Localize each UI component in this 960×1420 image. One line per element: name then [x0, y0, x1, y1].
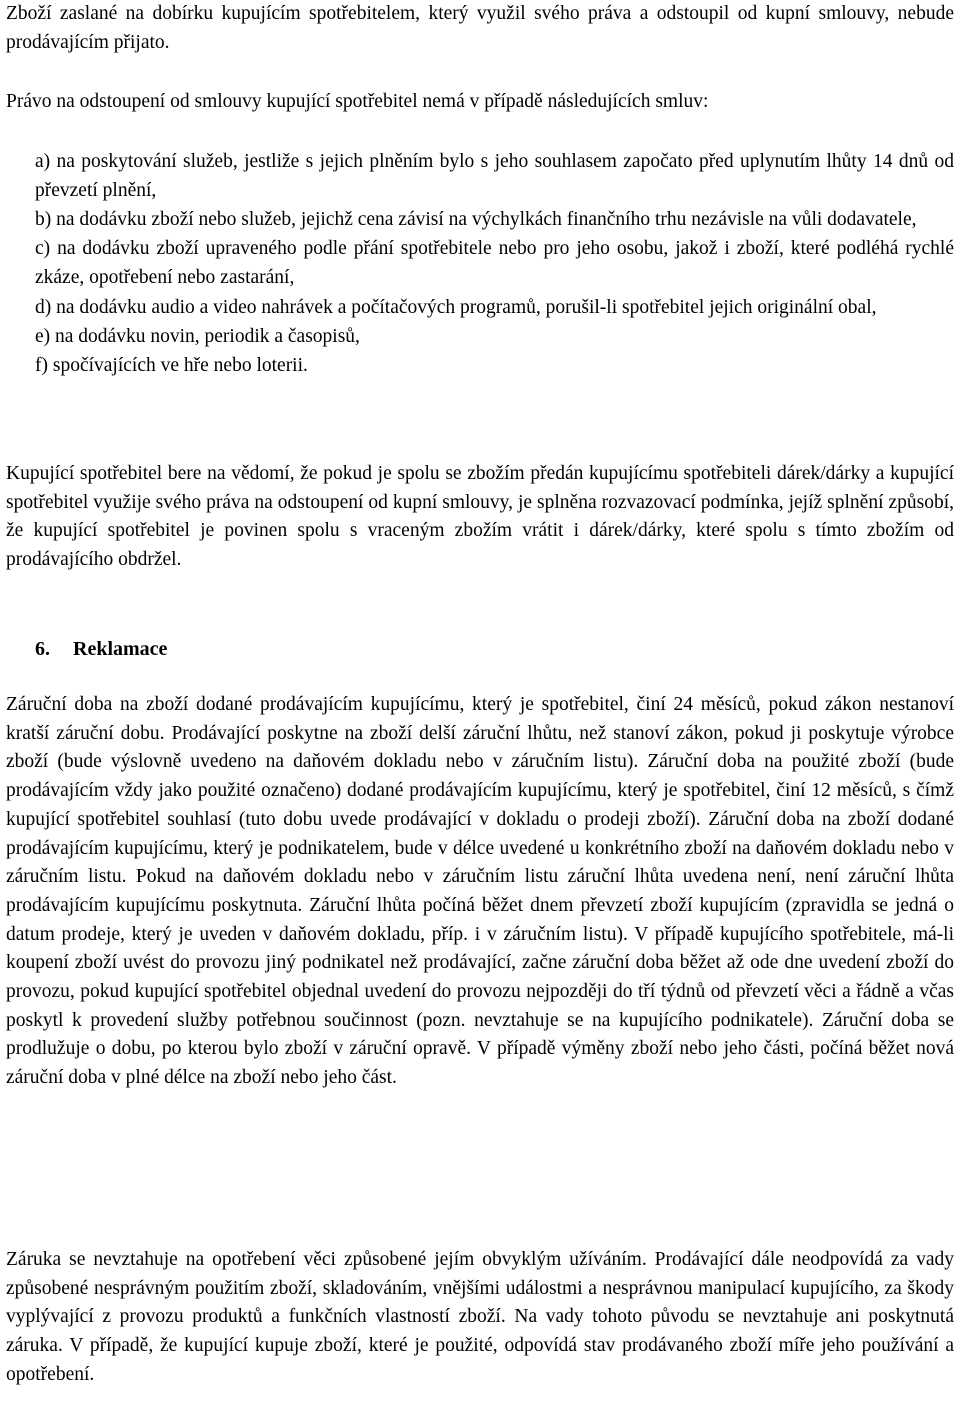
list-item: b) na dodávku zboží nebo služeb, jejichž cena závisí na výchylkách finančního trhu nezávisle na vůli dodavatele,	[35, 209, 917, 230]
list-item: e) na dodávku novin, periodik a časopisů,	[35, 325, 360, 347]
paragraph-warranty-period: Záruční doba na zboží dodané prodávajícím kupujícímu, který je spotřebitel, činí 24 měsíců, pokud zákon nestanoví kratší záruční dobu. Prodávající poskytne na zboží delší záruční lhůtu, než stanoví zákon, pokud ji poskytuje výrobce zboží (bude výslovně uvedeno na daňovém dokladu nebo v záručním listu). Záruční doba na použité zboží (bude prodávajícím vždy jako použité označeno) dodané prodávajícím kupujícímu, který je spotřebitel, činí 12 měsíců, s čímž kupující spotřebitel souhlasí (tuto dobu uvede prodávající v dokladu o prodeji zboží). Záruční doba na zboží dodané prodávajícím kupujícímu, který je podnikatelem, bude v délce uvedené u konkrétního zboží na daňovém dokladu nebo v záručním listu. Pokud na daňovém dokladu nebo v záručním listu záruční lhůta uvedena není, není záruční lhůta prodávajícím kupujícímu poskytnuta. Záruční lhůta počíná běžet dnem převzetí zboží kupujícím (zpravidla se jedná o datum prodeje, který je uveden v daňovém dokladu, příp. i v záručním listu). V případě kupujícího spotřebitele, má-li koupení zboží uvést do provozu jiný podnikatel než prodávající, začne záruční doba běžet až ode dne uvedení zboží do provozu, pokud kupující spotřebitel objednal uvedení do provozu nejpozději do tří týdnů od převzetí věci a řádně a včas poskytl k provedení služby potřebnou součinnost (pozn. nevztahuje se na kupujícího podnikatele). Záruční doba se prodlužuje o dobu, po kterou bylo zboží v záruční opravě. V případě výměny zboží nebo jeho části, počíná běžet nová záruční doba v plné délce na zboží nebo jeho část.	[6, 694, 954, 1089]
list-item: d) na dodávku audio a video nahrávek a počítačových programů, porušil-li spotřebitel jejich originální obal,	[35, 296, 877, 318]
section-heading	[35, 635, 167, 663]
paragraph-warranty-exclusions: Záruka se nevztahuje na opotřebení věci způsobené jejím obvyklým užíváním. Prodávající dále neodpovídá za vady způsobené nesprávným použitím zboží, skladováním, vnějšími událostmi a nesprávnou manipulací kupujícího, za škody vyplývající z provozu produktů a funkčních vlastností zboží. Na vady tohoto původu se nevztahuje ani poskytnutá záruka. V případě, že kupující kupuje zboží, které je použité, odpovídá stav prodávaného zboží míře jeho používání a opotřebení.	[6, 1249, 954, 1385]
section-title: Reklamace	[73, 638, 168, 660]
withdrawal-exceptions-list	[35, 147, 954, 380]
list-item: a) na poskytování služeb, jestliže s jejich plněním bylo s jeho souhlasem započato před uplynutím lhůty 14 dnů od převzetí plnění,	[35, 151, 954, 201]
paragraph-gift-condition: Kupující spotřebitel bere na vědomí, že pokud je spolu se zbožím předán kupujícímu spotřebiteli dárek/dárky a kupující spotřebitel využije svého práva na odstoupení od kupní smlouvy, je splněna rozvazovací podmínka, jejíž splnění způsobí, že kupující spotřebitel je povinen spolu s vraceným zbožím vrátit i dárek/dárky, které spolu s tímto zbožím od prodávajícího obdržel.	[6, 463, 954, 571]
list-item: c) na dodávku zboží upraveného podle přání spotřebitele nebo pro jeho osobu, jakož i zboží, které podléhá rychlé zkáze, opotřebení nebo zastarání,	[35, 238, 954, 289]
section-number: 6.	[35, 638, 50, 660]
paragraph-withdrawal-exceptions-intro: Právo na odstoupení od smlouvy kupující spotřebitel nemá v případě následujících smluv:	[6, 91, 709, 112]
list-item: f) spočívajících ve hře nebo loterii.	[35, 355, 308, 377]
paragraph-cod-refusal: Zboží zaslané na dobírku kupujícím spotřebitelem, který využil svého práva a odstoupil od kupní smlouvy, nebude prodávajícím přijato.	[6, 3, 954, 53]
